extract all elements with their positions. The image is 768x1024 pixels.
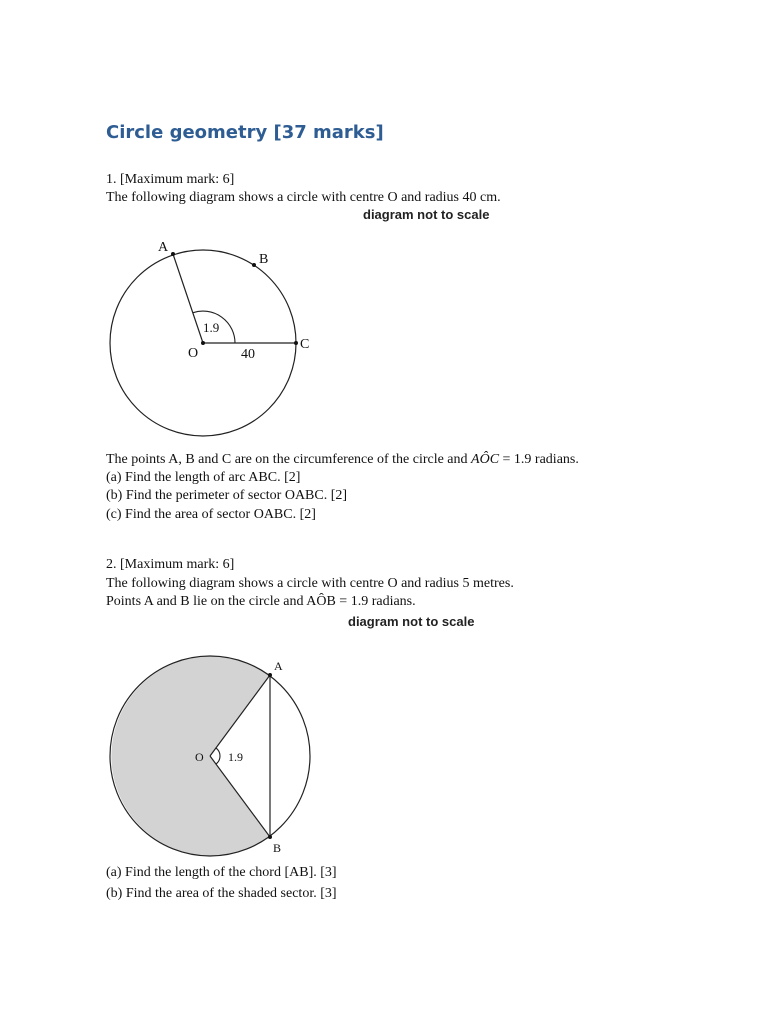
q1-part-b: (b) Find the perimeter of sector OABC. [2] xyxy=(106,488,348,503)
q2-shaded-sector xyxy=(111,656,270,856)
q2-intro: The following diagram shows a circle with centre O and radius 5 metres. xyxy=(106,576,514,591)
q2-part-a: (a) Find the length of the chord [AB]. [3] xyxy=(106,865,337,880)
q2-point-b xyxy=(268,835,272,839)
q1-part-c: (c) Find the area of sector OABC. [2] xyxy=(106,507,316,522)
q1-point-b xyxy=(252,263,256,267)
q1-part-a: (a) Find the length of arc ABC. [2] xyxy=(106,470,301,485)
q2-scale-note: diagram not to scale xyxy=(348,614,475,629)
q2-circle-diagram xyxy=(100,650,330,865)
q1-label-a: A xyxy=(158,240,169,255)
q1-label-c: C xyxy=(300,337,310,352)
q2-point-a xyxy=(268,673,272,677)
q1-header: 1. [Maximum mark: 6] xyxy=(106,172,235,187)
q2-label-a: A xyxy=(274,659,283,673)
q1-label-b: B xyxy=(259,252,269,267)
q1-label-angle: 1.9 xyxy=(203,320,220,335)
q2-header: 2. [Maximum mark: 6] xyxy=(106,557,235,572)
q1-scale-note: diagram not to scale xyxy=(363,207,490,222)
page-title: Circle geometry [37 marks] xyxy=(106,122,384,143)
q1-point-o xyxy=(201,341,205,345)
q2-label-o: O xyxy=(195,750,204,764)
q1-label-radius: 40 xyxy=(241,347,255,362)
q1-radius-oa xyxy=(173,254,203,343)
q2-part-b: (b) Find the area of the shaded sector. [3] xyxy=(106,886,337,901)
q2-label-b: B xyxy=(273,841,282,855)
q1-statement-before: The points A, B and C are on the circumference of the circle and xyxy=(106,452,472,467)
q1-statement-after: = 1.9 radians. xyxy=(499,452,579,467)
q2-angle-arc xyxy=(216,748,220,764)
q1-point-a xyxy=(171,252,175,256)
q2-points: Points A and B lie on the circle and AÔB = 1.9 radians. xyxy=(106,594,416,609)
q1-circle-diagram xyxy=(100,232,330,442)
q1-statement xyxy=(106,452,579,468)
q2-label-angle: 1.9 xyxy=(228,750,243,764)
q1-intro: The following diagram shows a circle with centre O and radius 40 cm. xyxy=(106,190,501,205)
q1-statement-angle: AÔC xyxy=(471,452,500,467)
q1-point-c xyxy=(294,341,298,345)
q1-label-o: O xyxy=(188,346,199,361)
